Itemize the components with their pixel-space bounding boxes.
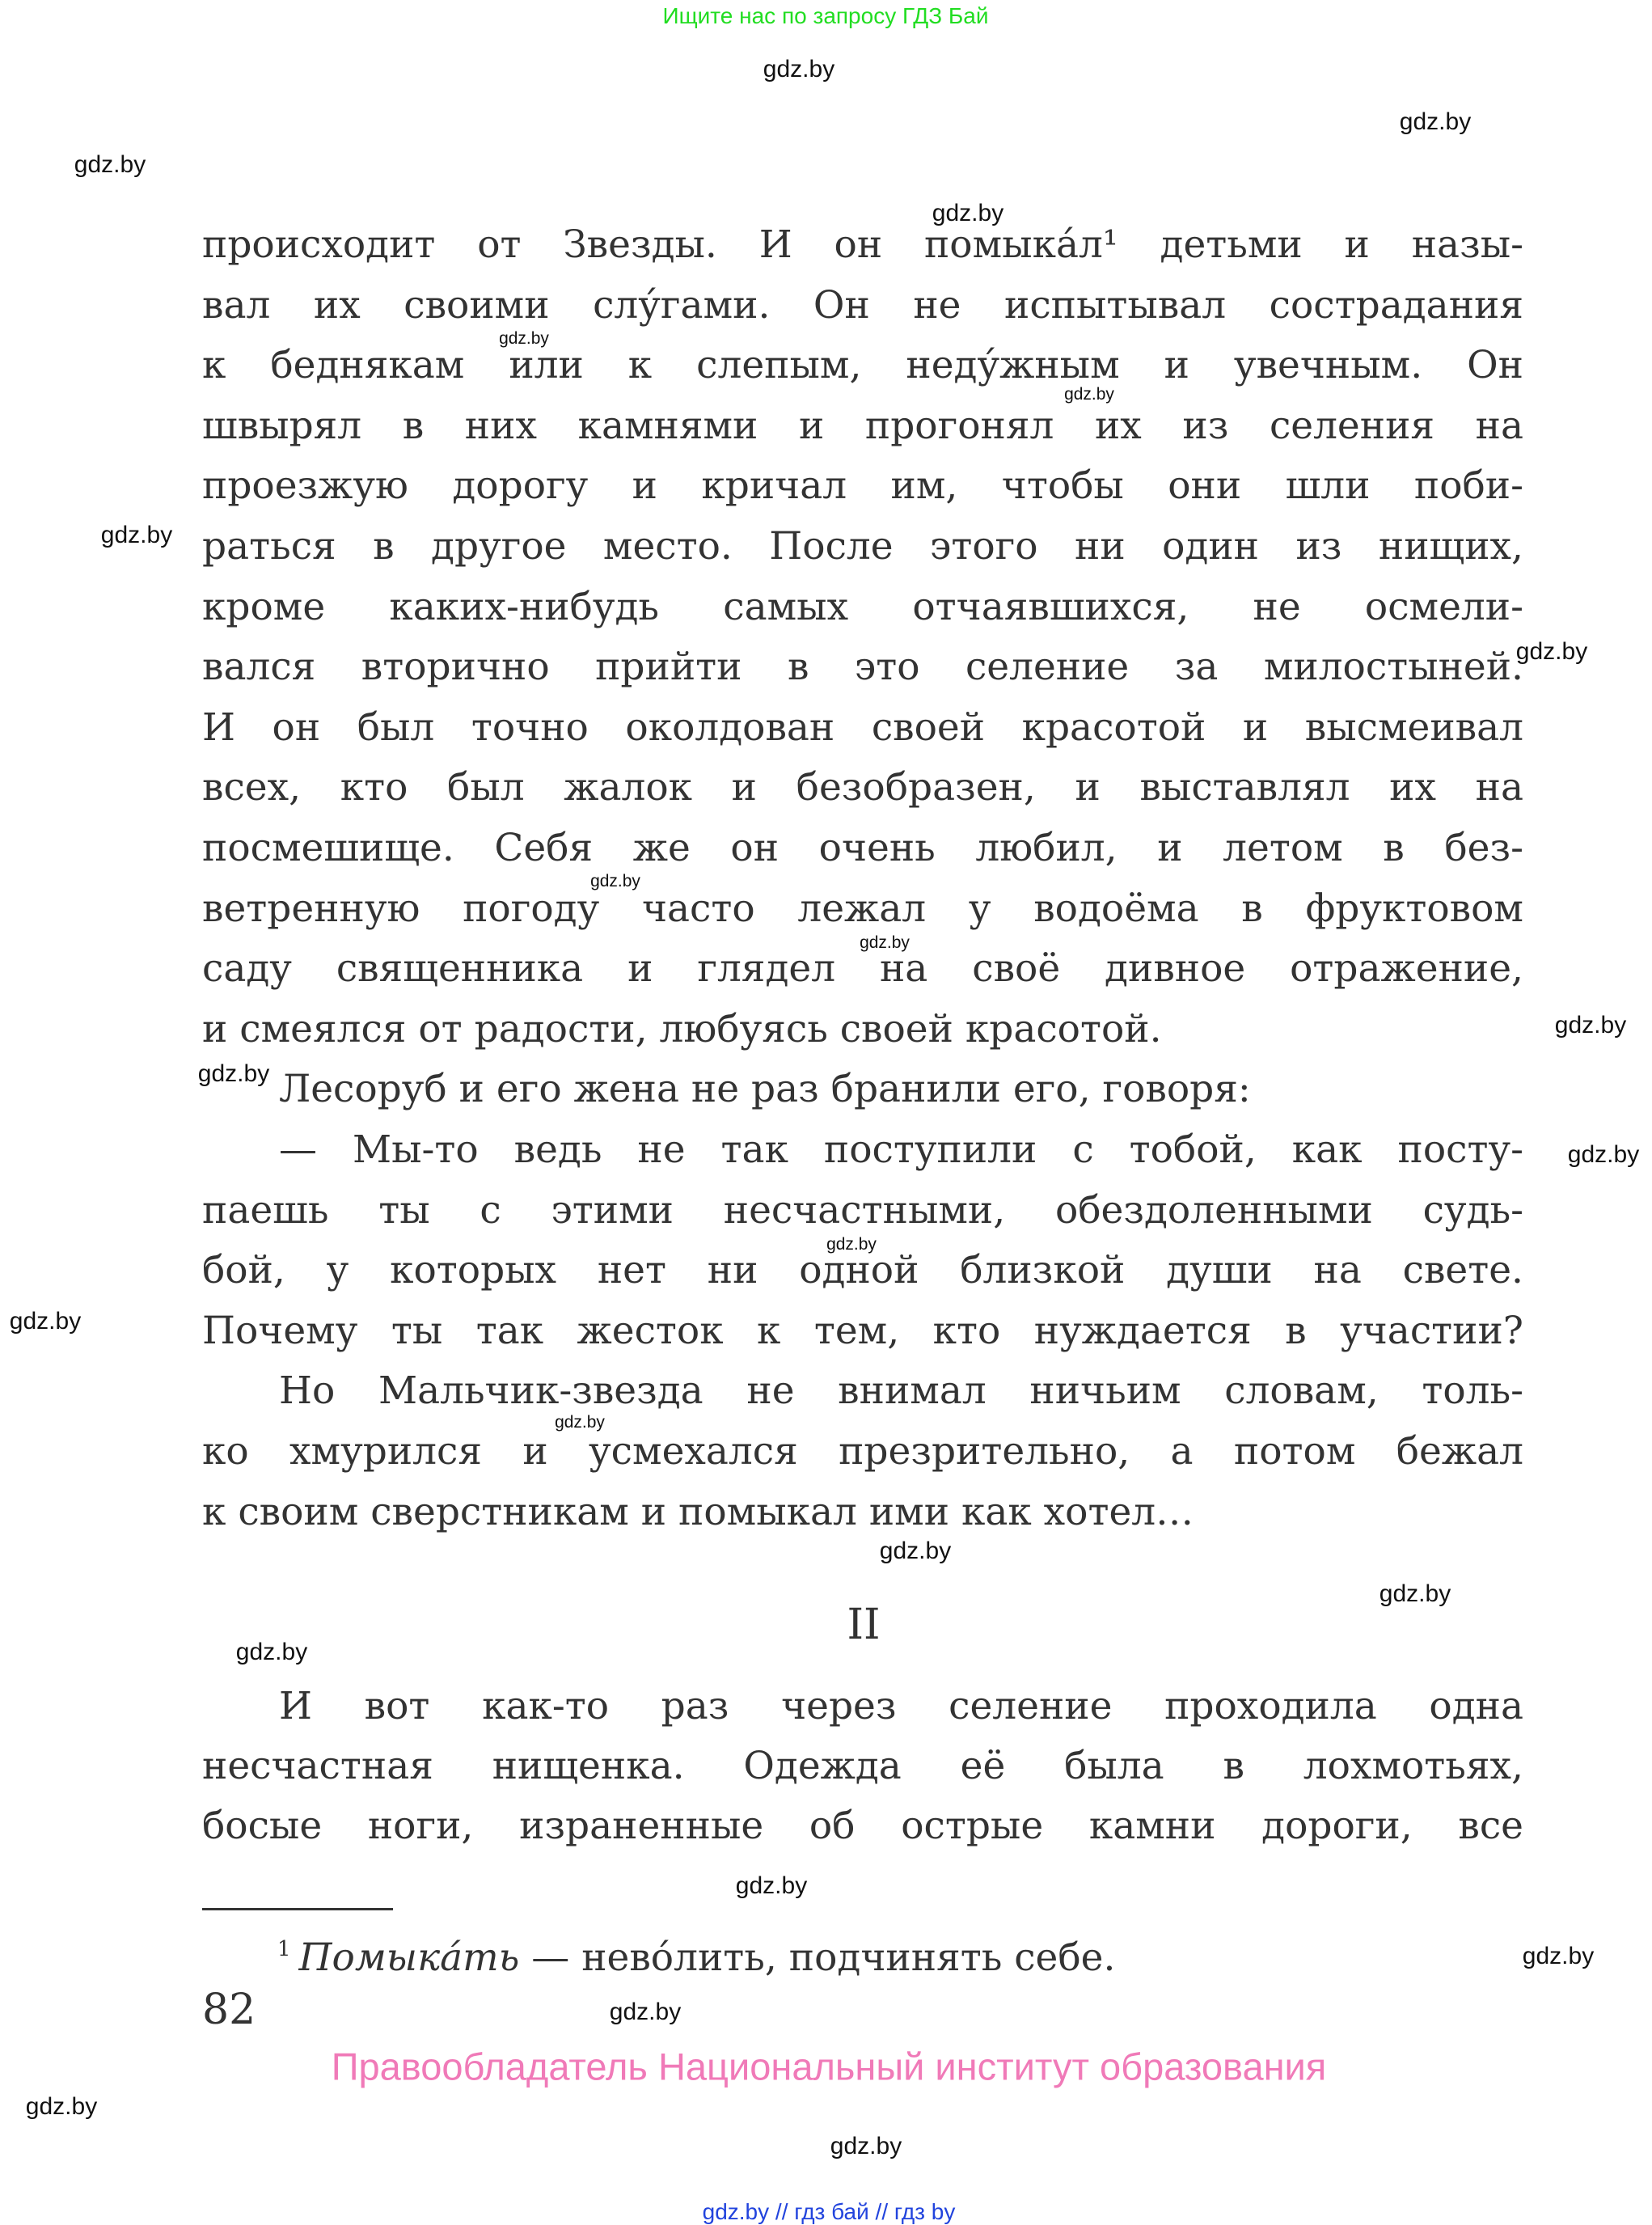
text-line: босые ноги, израненные об острые камни дороги, все xyxy=(202,1804,1523,1848)
text-line: посмешище. Себя же он очень любил, и летом в без- xyxy=(202,826,1523,870)
watermark: gdz.by xyxy=(590,872,640,890)
watermark: gdz.by xyxy=(197,1060,270,1087)
text-line: к своим сверстникам и помыкал ими как хотел… xyxy=(202,1489,1194,1534)
text-line: вался вторично прийти в это селение за милостыней. xyxy=(202,645,1523,690)
page-number: 82 xyxy=(202,1986,256,2034)
watermark: gdz.by xyxy=(1379,1580,1451,1607)
text-line: Но Мальчик-звезда не внимал ничьим словам, толь- xyxy=(279,1368,1523,1414)
watermark: gdz.by xyxy=(235,1639,308,1665)
text-line: происходит от Звезды. И он помыка́л¹ детьми и назы- xyxy=(202,222,1523,267)
top-banner: Ищите нас по запросу ГДЗ Бай xyxy=(662,3,989,28)
footnote-marker: 1 xyxy=(277,1937,291,1961)
text-line: Лесоруб и его жена не раз бранили его, говоря: xyxy=(279,1067,1251,1112)
chapter-number: II xyxy=(847,1601,881,1649)
text-line: Почему ты так жесток к тем, кто нуждается в участии? xyxy=(202,1308,1523,1353)
text-line: проезжую дорогу и кричал им, чтобы они шли поби- xyxy=(202,463,1523,509)
footnote-divider xyxy=(202,1908,393,1910)
watermark: gdz.by xyxy=(932,200,1004,226)
text-line: раться в другое место. После этого ни один из нищих, xyxy=(202,524,1523,569)
text-line: И вот как-то раз через селение проходила одна xyxy=(279,1684,1523,1728)
text-line: бой, у которых нет ни одной близкой души на свете. xyxy=(202,1248,1523,1293)
watermark: gdz.by xyxy=(555,1413,605,1432)
watermark: gdz.by xyxy=(499,329,549,348)
watermark: gdz.by xyxy=(609,1999,682,2025)
text-line: вал их своими слу́гами. Он не испытывал сострадания xyxy=(202,282,1523,328)
watermark: gdz.by xyxy=(1515,638,1588,665)
watermark: gdz.by xyxy=(9,1308,82,1335)
text-line: ко хмурился и усмехался презрительно, а потом бежал xyxy=(202,1429,1523,1474)
watermark: gdz.by xyxy=(74,151,146,178)
watermark: gdz.by xyxy=(826,1235,877,1254)
text-line: несчастная нищенка. Одежда её была в лохмотьях, xyxy=(202,1744,1523,1788)
bottom-links[interactable]: gdz.by // гдз бай // гдз by xyxy=(702,2199,956,2224)
text-line: ветренную погоду часто лежал у водоёма в фруктовом xyxy=(202,886,1523,931)
footnote-definition: — нево́лить, подчинять себе. xyxy=(519,1935,1116,1980)
watermark: gdz.by xyxy=(735,1872,808,1899)
watermark: gdz.by xyxy=(763,56,835,82)
text-line: И он был точно околдован своей красотой и высмеивал xyxy=(202,704,1523,750)
text-line: всех, кто был жалок и безобразен, и выставлял их на xyxy=(202,765,1523,810)
watermark: gdz.by xyxy=(1522,1943,1595,1969)
watermark: gdz.by xyxy=(830,2133,902,2159)
text-line: паешь ты с этими несчастными, обездоленными судь- xyxy=(202,1187,1523,1233)
text-line: кроме каких-нибудь самых отчаявшихся, не осмели- xyxy=(202,584,1523,629)
rights-holder: Правообладатель Национальный институт образования xyxy=(331,2045,1327,2088)
watermark: gdz.by xyxy=(100,522,173,548)
text-line: — Мы-то ведь не так поступили с тобой, как посту- xyxy=(279,1127,1523,1172)
footnote-term: Помыка́ть xyxy=(298,1935,520,1980)
watermark: gdz.by xyxy=(879,1538,952,1564)
watermark: gdz.by xyxy=(860,933,910,952)
watermark: gdz.by xyxy=(1064,385,1114,404)
watermark: gdz.by xyxy=(1554,1012,1627,1038)
text-line: к беднякам или к слепым, неду́жным и увечным. Он xyxy=(202,343,1523,388)
footnote xyxy=(277,1921,1115,1986)
watermark: gdz.by xyxy=(25,2093,98,2120)
watermark: gdz.by xyxy=(1399,108,1472,135)
text-line: саду священника и глядел на своё дивное отражение, xyxy=(202,946,1523,992)
text-line: швырял в них камнями и прогонял их из селения на xyxy=(202,403,1523,448)
watermark: gdz.by xyxy=(1567,1141,1640,1168)
text-line: и смеялся от радости, любуясь своей красотой. xyxy=(202,1006,1162,1051)
